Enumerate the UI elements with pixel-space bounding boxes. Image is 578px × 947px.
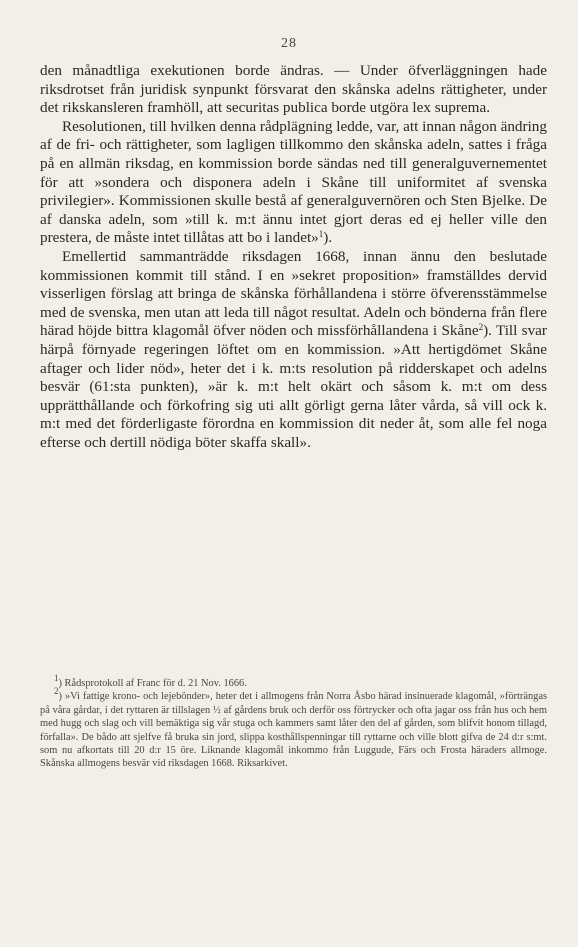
paragraph-3-text: Emellertid sammanträdde riksdagen 1668, innan ännu den beslutade kommissionen kommit till stånd. I en »sekret proposition» framställdes dervid visserligen förslag att bringa de skånska förhållandena i större öfverensstämmelse med de svenska, men utan att leda till något resultat. Adeln och bönderna från flere härad höjde bittra klagomål öfver nöden och missförhållandena i Skåne — [40, 247, 547, 340]
paragraph-1-text: den månadtliga exekutionen borde ändras. — Under öfverläggningen hade riksdrotset från juridisk synpunkt försvarat den skånska adelns rättigheter, under det rikskansleren framhöll, att securitas publica borde utgöra lex suprema. — [40, 62, 547, 117]
paragraph-3 — [40, 248, 547, 453]
paragraph-1 — [40, 62, 547, 118]
body-text — [40, 62, 547, 452]
footnote-ref-1: 1 — [318, 229, 324, 240]
footnote-1 — [40, 673, 547, 690]
paragraph-2-text: Resolutionen, till hvilken denna rådplägning ledde, var, att innan någon ändring af de fri- och rättigheter, som lagligen tillkommo den skånska adeln, sattes i fråga på en allmän riksdag, en kommission borde sändas ned till generalguvernementet för att »sondera och disponera adeln i Skåne till uniformitet af svenska privilegier». Kommissionen skulle bestå af generalguvernören och Sten Bjelke. De af danska adeln, som »till k. m:t ännu intet gjort deras ed ej heller ville den prestera, de måste intet tillåtas att bo i landet» — [40, 117, 547, 247]
footnote-1-text: ) Rådsprotokoll af Franc för d. 21 Nov. 1666. — [58, 678, 247, 689]
footnote-2-text: ) »Vi fattige krono- och lejebönder», heter det i allmogens från Norra Åsbo härad insinuerade klagomål, »förträngas på våra gårdar, i det ryttaren är tillslagen ½ af gårdens bruk och derför oss förtrycker och ofta jagar oss från hus och hem med hugg och slag och vill bemäktiga sig vår stuga och kammers samt låter den del af gården, som blifvit honom tillagd, förfalla». De bådo att sjelfve få bruka sin jord, slippa kosthållspenningar till ryttarne och ville blott gifva de 24 d:r s:mt. som nu afkortats till 20 d:r 15 öre. Liknande klagomål inkommo från Luggude, Färs och Frosta häraders allmoge. Skånska allmogens besvär vid riksdagen 1668. Riksarkivet. — [40, 691, 547, 770]
paragraph-2 — [40, 118, 547, 248]
footnote-1-mark: 1 — [54, 673, 59, 683]
footnote-ref-2: 2 — [478, 322, 484, 333]
paragraph-3-tail: ). Till svar härpå förnyade regeringen löftet om en kommission. »Att hertigdömet Skåne aftager och lider nöd», heter det i k. m:ts resolution på ridderskapet och adelns besvär (61:sta punkten), »är k. m:t helt okärt och såsom k. m:t om dess upprätthållande och förkofring sig uti allt görligt gerna låter vårda, så vill ock k. m:t med det förderligaste förordna en kommission dit neder åt, som alle fel noga efterse och dertill nödiga böter skaffa skall». — [40, 322, 547, 451]
footnote-2-mark: 2 — [54, 686, 59, 697]
footnote-2 — [40, 686, 547, 770]
page-number: 28 — [281, 36, 297, 51]
paragraph-2-tail: ). — [323, 229, 333, 247]
footnotes — [40, 673, 547, 771]
